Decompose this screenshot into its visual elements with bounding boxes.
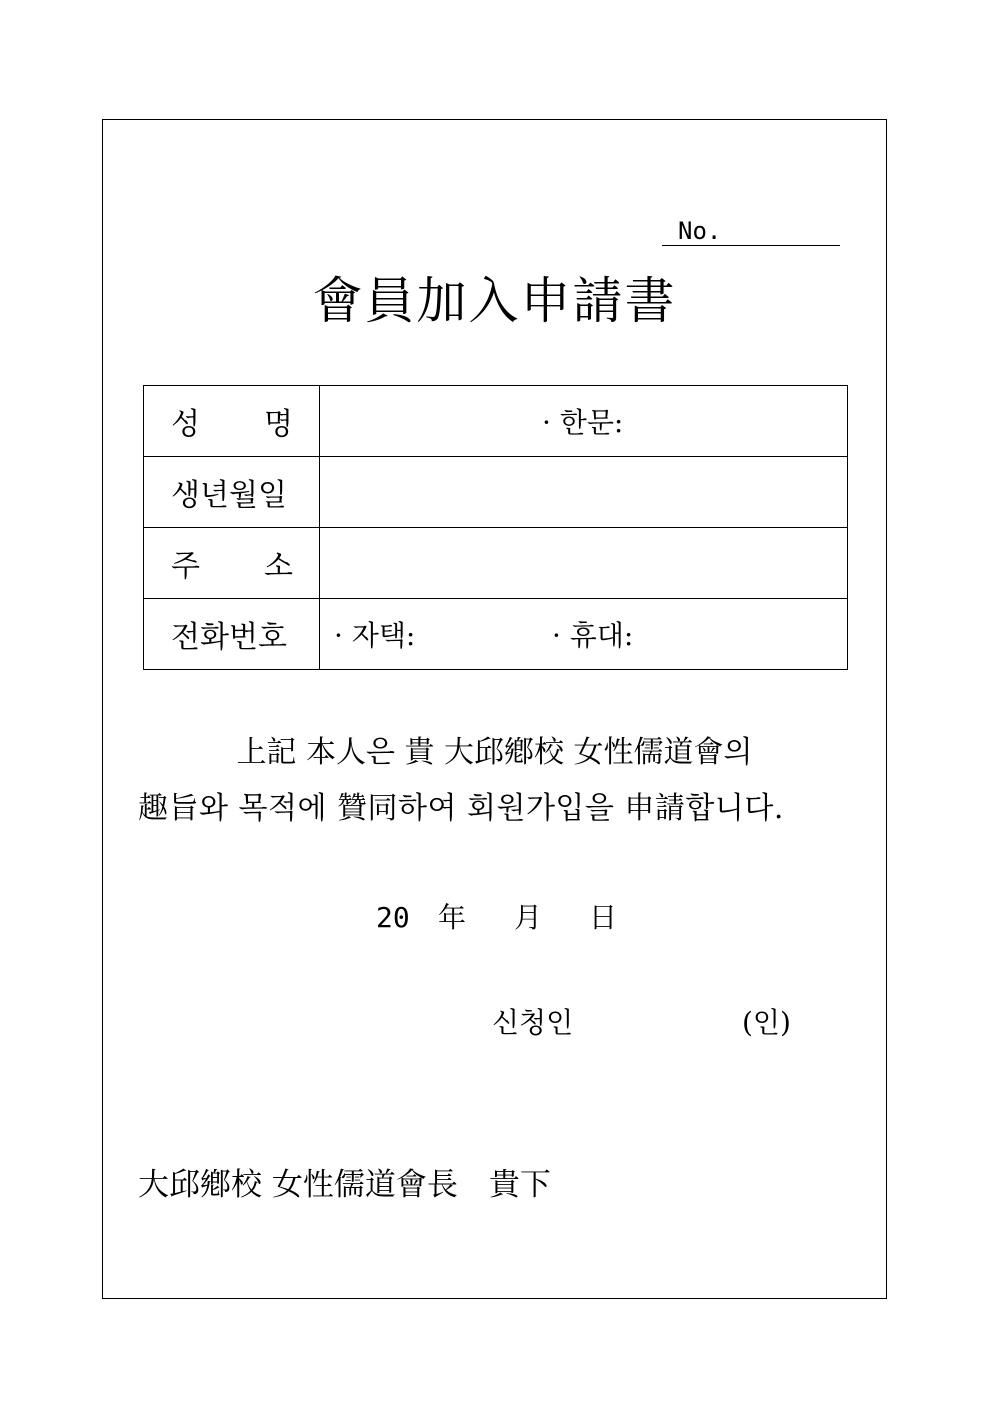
phone-field[interactable] — [320, 599, 848, 670]
document-number — [662, 216, 840, 246]
phone-label-cell — [144, 599, 320, 670]
day-label: 日 — [589, 901, 618, 934]
address-field[interactable] — [320, 528, 848, 599]
applicant-label: 신청인 — [492, 1006, 574, 1039]
month-label: 月 — [514, 901, 543, 934]
phone-label: 전화번호 — [171, 620, 287, 655]
home-phone-label: · 자택: — [334, 619, 416, 652]
addressee: 大邱鄕校 女性儒道會長 貴下 — [138, 1167, 551, 1203]
address-label-part: 소 — [264, 549, 293, 584]
table-row-phone — [144, 599, 848, 670]
applicant-line — [102, 1003, 887, 1043]
name-label-part: 명 — [264, 407, 293, 442]
document-number-label: No. — [678, 217, 722, 245]
table-row-address — [144, 528, 848, 599]
document-title: 會員加入申請書 — [312, 272, 677, 330]
name-label-cell — [144, 386, 320, 457]
date-line — [102, 898, 887, 938]
table-row-name — [144, 386, 848, 457]
table-row-birthdate — [144, 457, 848, 528]
name-label-part: 성 — [171, 407, 200, 442]
year-prefix: 20 — [376, 901, 410, 934]
birthdate-field[interactable] — [320, 457, 848, 528]
seal-mark: (인) — [742, 1006, 791, 1039]
birthdate-label: 생년월일 — [171, 478, 287, 513]
address-label-part: 주 — [171, 549, 200, 584]
year-label: 年 — [438, 901, 467, 934]
applicant-info-table — [143, 385, 848, 670]
statement-line-1: 上記 本人은 貴 大邱鄕校 女性儒道會의 — [236, 735, 753, 770]
name-field[interactable] — [320, 386, 848, 457]
statement-line-2: 趣旨와 목적에 贊同하여 회원가입을 申請합니다. — [138, 791, 784, 826]
birthdate-label-cell — [144, 457, 320, 528]
hanja-name-label: · 한문: — [542, 406, 624, 439]
address-label-cell — [144, 528, 320, 599]
mobile-phone-label: · 휴대: — [552, 619, 634, 652]
